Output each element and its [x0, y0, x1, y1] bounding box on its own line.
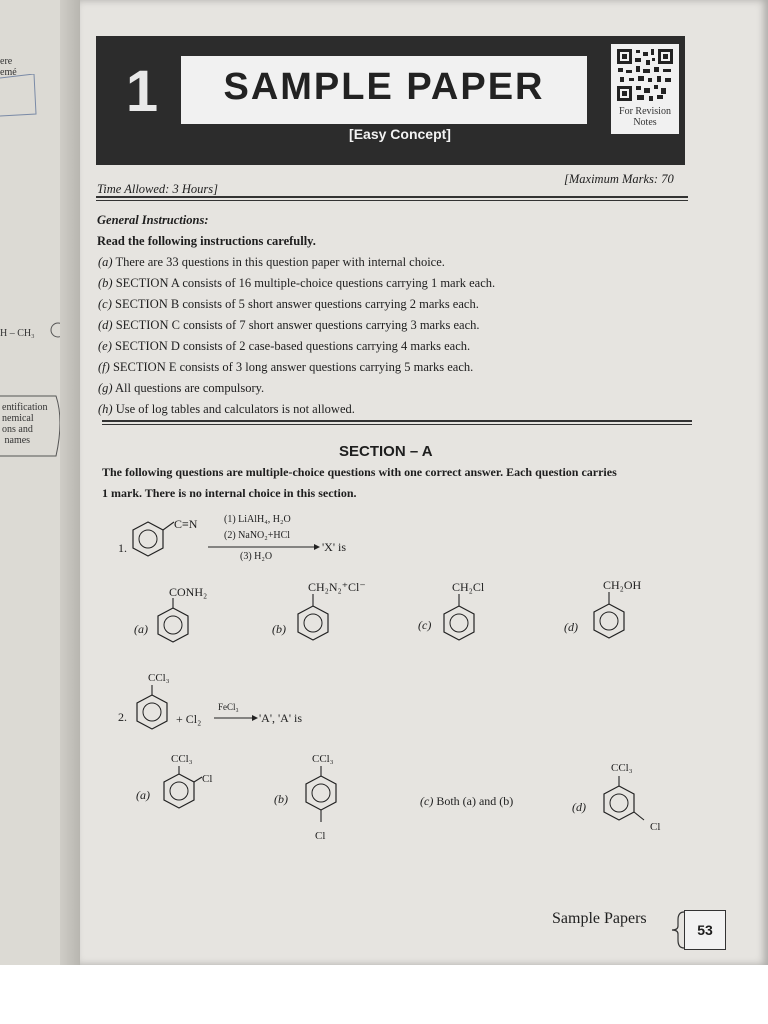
- instruction-marker: (b): [98, 276, 113, 290]
- option-marker: (d): [572, 800, 586, 814]
- instruction-item: [98, 360, 473, 375]
- margin-note-middle: H – CH₃: [0, 328, 35, 339]
- option-text: Both (a) and (b): [436, 794, 514, 808]
- time-allowed: Time Allowed: 3 Hours]: [97, 182, 218, 196]
- margin-note-box: [0, 74, 40, 119]
- benzene-ring-icon: [150, 598, 196, 650]
- benzene-ring-icon: [436, 594, 482, 650]
- section-intro-line2: 1 mark. There is no internal choice in this section.: [102, 486, 357, 500]
- section-title: SECTION – A: [339, 443, 433, 460]
- instructions-intro: Read the following instructions carefully.: [97, 234, 316, 248]
- instruction-marker: (f): [98, 360, 110, 374]
- instruction-marker: (h): [98, 402, 113, 416]
- page-number: 53: [684, 910, 726, 950]
- instructions-heading: General Instructions:: [97, 213, 209, 227]
- instruction-item: [98, 339, 470, 354]
- instruction-text: SECTION B consists of 5 short answer questions carrying 2 marks each.: [115, 297, 479, 311]
- instruction-text: There are 33 questions in this question paper with internal choice.: [115, 255, 445, 269]
- benzene-ring-icon: [156, 766, 206, 818]
- question-substituent: C≡N: [174, 517, 198, 531]
- background: [0, 965, 768, 1024]
- divider: [96, 196, 688, 198]
- qr-caption: For Revision Notes: [619, 106, 671, 128]
- option-group-label: CCl₃: [171, 753, 193, 765]
- option-group-label: CCl₃: [312, 753, 334, 765]
- section-intro-line1: The following questions are multiple-choice questions with one correct answer. Each question carries: [102, 465, 617, 479]
- instruction-item: [98, 297, 479, 312]
- benzene-ring-icon: [586, 592, 632, 648]
- option-marker: (b): [274, 792, 288, 806]
- instruction-text: SECTION E consists of 3 long answer questions carrying 5 marks each.: [112, 360, 474, 374]
- reaction-reagent: + Cl₂: [176, 712, 202, 726]
- divider: [102, 420, 692, 422]
- instruction-marker: (g): [98, 381, 113, 395]
- maximum-marks: [Maximum Marks: 70: [564, 172, 674, 186]
- instruction-item: [98, 381, 264, 396]
- instruction-text: All questions are compulsory.: [115, 381, 265, 395]
- page-title: SAMPLE PAPER: [223, 66, 545, 108]
- benzene-ring-icon: [290, 594, 336, 650]
- margin-note-bottom: entification nemical ons and names: [2, 402, 48, 446]
- instruction-item: [98, 276, 495, 291]
- option-second-substituent: Cl: [650, 821, 661, 833]
- benzene-ring-icon: [132, 685, 172, 739]
- instruction-marker: (c): [98, 297, 112, 311]
- question-number: 2.: [118, 710, 127, 724]
- instruction-marker: (a): [98, 255, 113, 269]
- option-marker: (a): [134, 622, 148, 636]
- reaction-arrow-icon: [212, 713, 260, 723]
- reagent-step-3: (3) H₂O: [240, 551, 273, 562]
- instruction-text: SECTION C consists of 7 short answer questions carrying 3 marks each.: [115, 318, 480, 332]
- benzene-ring-icon: [298, 766, 344, 830]
- option-group-label: CH₂Cl: [452, 580, 485, 594]
- divider: [96, 200, 688, 201]
- reagent-step-1: (1) LiAlH₄, H₂O: [224, 514, 291, 525]
- option-second-substituent: Cl: [202, 773, 213, 785]
- instruction-marker: (e): [98, 339, 112, 353]
- option-group-label: CH₂N₂⁺Cl⁻: [308, 580, 366, 594]
- instruction-item: [98, 318, 480, 333]
- option-group-label: CCl₃: [611, 762, 633, 774]
- instruction-text: Use of log tables and calculators is not allowed.: [115, 402, 355, 416]
- page-subtitle: [Easy Concept]: [349, 126, 451, 142]
- option-both: [420, 794, 513, 809]
- divider: [102, 424, 692, 425]
- reaction-product: 'X' is: [322, 540, 346, 554]
- qr-code-icon[interactable]: [616, 48, 674, 102]
- option-marker: (b): [272, 622, 286, 636]
- benzene-ring-icon: [596, 776, 652, 832]
- margin-note-top: ere emé: [0, 56, 17, 78]
- instruction-marker: (d): [98, 318, 113, 332]
- reagent-step-2: (2) NaNO₂+HCl: [224, 530, 291, 541]
- instruction-text: SECTION A consists of 16 multiple-choice questions carrying 1 mark each.: [115, 276, 496, 290]
- option-group-label: CONH₂: [169, 585, 208, 599]
- footer-label: Sample Papers: [552, 910, 647, 927]
- question-number: 1.: [118, 541, 127, 555]
- option-marker: (c): [420, 794, 434, 808]
- option-marker: (a): [136, 788, 150, 802]
- option-marker: (d): [564, 620, 578, 634]
- option-second-substituent: Cl: [315, 830, 326, 842]
- instruction-text: SECTION D consists of 2 case-based questions carrying 4 marks each.: [115, 339, 471, 353]
- reaction-product: 'A', 'A' is: [259, 711, 302, 725]
- instruction-item: [98, 402, 355, 417]
- question-substituent: CCl₃: [148, 672, 170, 684]
- reaction-catalyst: FeCl₃: [218, 702, 239, 712]
- option-group-label: CH₂OH: [603, 578, 642, 592]
- instruction-item: [98, 255, 445, 270]
- chapter-number: 1: [125, 59, 159, 124]
- option-marker: (c): [418, 618, 432, 632]
